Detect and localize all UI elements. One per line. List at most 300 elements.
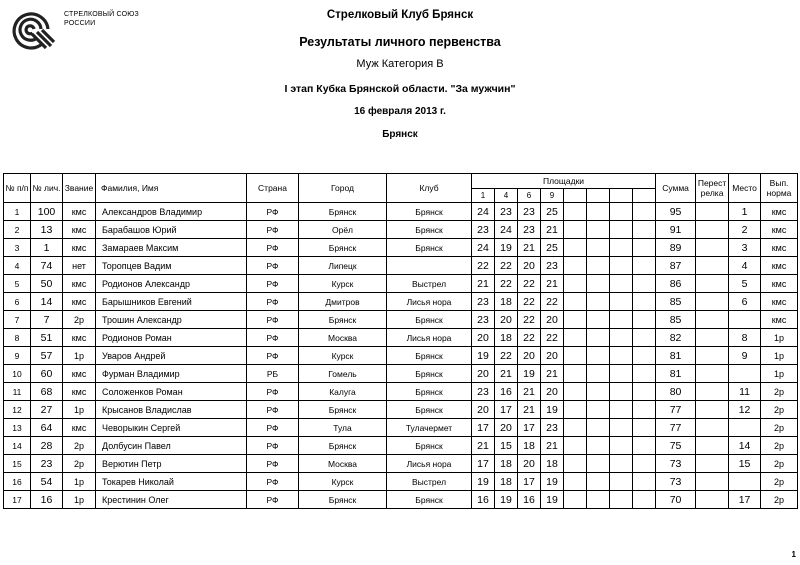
row-country: РФ <box>247 419 299 437</box>
row-station-blank <box>564 419 587 437</box>
row-station-4: 22 <box>495 275 518 293</box>
club-title: Стрелковый Клуб Брянск <box>326 9 474 21</box>
row-station-blank <box>633 275 656 293</box>
row-station-1: 23 <box>472 221 495 239</box>
row-shootoff <box>696 221 729 239</box>
row-station-blank <box>633 473 656 491</box>
row-sum: 81 <box>656 347 696 365</box>
row-station-blank <box>564 491 587 509</box>
row-station-blank <box>564 257 587 275</box>
row-name: Верютин Петр <box>96 455 247 473</box>
row-lic: 16 <box>31 491 63 509</box>
row-station-blank <box>587 293 610 311</box>
row-city: Брянск <box>299 401 387 419</box>
row-station-9: 20 <box>541 383 564 401</box>
row-station-9: 19 <box>541 473 564 491</box>
row-country: РФ <box>247 293 299 311</box>
row-num: 6 <box>4 293 31 311</box>
row-station-9: 19 <box>541 401 564 419</box>
row-rank: 2р <box>63 437 96 455</box>
header-num: № п/п <box>4 174 31 203</box>
row-sum: 95 <box>656 203 696 221</box>
row-station-1: 24 <box>472 203 495 221</box>
row-station-blank <box>564 329 587 347</box>
row-name: Барышников Евгений <box>96 293 247 311</box>
row-sum: 77 <box>656 401 696 419</box>
row-norm: кмс <box>761 257 798 275</box>
event-date: 16 февраля 2013 г. <box>354 106 446 117</box>
row-rank: кмс <box>63 239 96 257</box>
row-name: Барабашов Юрий <box>96 221 247 239</box>
row-station-blank <box>587 473 610 491</box>
row-num: 17 <box>4 491 31 509</box>
row-lic: 1 <box>31 239 63 257</box>
row-name: Соложенков Роман <box>96 383 247 401</box>
row-station-blank <box>610 293 633 311</box>
row-city: Брянск <box>299 203 387 221</box>
row-station-4: 24 <box>495 221 518 239</box>
table-row <box>4 275 798 293</box>
row-station-blank <box>564 401 587 419</box>
table-row <box>4 347 798 365</box>
row-lic: 57 <box>31 347 63 365</box>
row-shootoff <box>696 293 729 311</box>
row-norm: 2р <box>761 419 798 437</box>
row-norm: 1р <box>761 347 798 365</box>
row-rank: кмс <box>63 293 96 311</box>
station-blank-header <box>610 189 633 203</box>
row-name: Торопцев Вадим <box>96 257 247 275</box>
row-norm: 2р <box>761 473 798 491</box>
row-station-9: 20 <box>541 347 564 365</box>
row-station-1: 21 <box>472 437 495 455</box>
row-rank: 2р <box>63 455 96 473</box>
row-city: Москва <box>299 455 387 473</box>
row-station-9: 20 <box>541 311 564 329</box>
row-country: РФ <box>247 203 299 221</box>
row-station-4: 21 <box>495 365 518 383</box>
row-lic: 54 <box>31 473 63 491</box>
row-name: Крысанов Владислав <box>96 401 247 419</box>
row-lic: 23 <box>31 455 63 473</box>
header-city: Город <box>299 174 387 203</box>
station-blank-header <box>587 189 610 203</box>
row-club: Брянск <box>387 221 472 239</box>
row-num: 15 <box>4 455 31 473</box>
row-rank: кмс <box>63 275 96 293</box>
row-norm: кмс <box>761 275 798 293</box>
page-title: Результаты личного первенства <box>299 35 501 49</box>
header-name: Фамилия, Имя <box>96 174 247 203</box>
row-shootoff <box>696 203 729 221</box>
row-station-blank <box>564 383 587 401</box>
row-country: РФ <box>247 455 299 473</box>
row-place <box>729 419 761 437</box>
table-row <box>4 365 798 383</box>
row-station-9: 21 <box>541 437 564 455</box>
row-num: 14 <box>4 437 31 455</box>
row-station-blank <box>633 437 656 455</box>
row-sum: 86 <box>656 275 696 293</box>
row-norm: 2р <box>761 491 798 509</box>
row-name: Александров Владимир <box>96 203 247 221</box>
table-row <box>4 383 798 401</box>
station-6-header: 6 <box>518 189 541 203</box>
row-country: РФ <box>247 221 299 239</box>
row-sum: 73 <box>656 455 696 473</box>
row-shootoff <box>696 473 729 491</box>
header-shootoff: Перестрелка <box>696 174 729 203</box>
row-station-9: 22 <box>541 293 564 311</box>
row-num: 11 <box>4 383 31 401</box>
row-place: 11 <box>729 383 761 401</box>
row-country: РФ <box>247 401 299 419</box>
row-station-6: 17 <box>518 419 541 437</box>
row-rank: кмс <box>63 329 96 347</box>
row-station-9: 23 <box>541 419 564 437</box>
row-station-4: 19 <box>495 491 518 509</box>
row-station-blank <box>587 239 610 257</box>
row-rank: кмс <box>63 383 96 401</box>
row-num: 3 <box>4 239 31 257</box>
row-norm: 2р <box>761 455 798 473</box>
row-shootoff <box>696 347 729 365</box>
row-station-blank <box>587 455 610 473</box>
row-lic: 13 <box>31 221 63 239</box>
row-city: Липецк <box>299 257 387 275</box>
row-station-blank <box>587 203 610 221</box>
row-country: РФ <box>247 491 299 509</box>
station-blank-header <box>633 189 656 203</box>
table-row <box>4 401 798 419</box>
row-station-4: 20 <box>495 311 518 329</box>
row-sum: 70 <box>656 491 696 509</box>
row-sum: 85 <box>656 293 696 311</box>
row-station-blank <box>633 239 656 257</box>
row-station-blank <box>610 473 633 491</box>
row-station-6: 20 <box>518 257 541 275</box>
row-place: 2 <box>729 221 761 239</box>
row-place: 1 <box>729 203 761 221</box>
row-station-blank <box>587 383 610 401</box>
row-sum: 80 <box>656 383 696 401</box>
row-sum: 77 <box>656 419 696 437</box>
row-station-4: 20 <box>495 419 518 437</box>
row-station-4: 19 <box>495 239 518 257</box>
row-station-blank <box>564 293 587 311</box>
row-city: Брянск <box>299 491 387 509</box>
row-club: Брянск <box>387 401 472 419</box>
header-norm: Вып. норма <box>761 174 798 203</box>
row-norm: 1р <box>761 365 798 383</box>
row-station-6: 17 <box>518 473 541 491</box>
row-station-9: 21 <box>541 365 564 383</box>
org-line-2: РОССИИ <box>64 20 96 27</box>
row-shootoff <box>696 239 729 257</box>
row-station-6: 22 <box>518 275 541 293</box>
table-row <box>4 329 798 347</box>
header-stations: Площадки <box>472 174 656 189</box>
row-norm: 1р <box>761 329 798 347</box>
row-station-blank <box>564 239 587 257</box>
row-norm: 2р <box>761 383 798 401</box>
results-table <box>3 173 798 509</box>
row-shootoff <box>696 257 729 275</box>
row-country: РФ <box>247 239 299 257</box>
row-norm: кмс <box>761 293 798 311</box>
row-name: Родионов Александр <box>96 275 247 293</box>
row-station-blank <box>610 257 633 275</box>
row-country: РФ <box>247 329 299 347</box>
row-club: Брянск <box>387 239 472 257</box>
row-station-blank <box>633 203 656 221</box>
row-club: Лисья нора <box>387 329 472 347</box>
row-place: 12 <box>729 401 761 419</box>
row-club: Лисья нора <box>387 455 472 473</box>
row-station-6: 21 <box>518 401 541 419</box>
row-lic: 74 <box>31 257 63 275</box>
row-club: Выстрел <box>387 473 472 491</box>
row-station-1: 20 <box>472 329 495 347</box>
table-row <box>4 221 798 239</box>
row-name: Замараев Максим <box>96 239 247 257</box>
row-station-blank <box>633 491 656 509</box>
row-place: 5 <box>729 275 761 293</box>
row-station-1: 23 <box>472 383 495 401</box>
row-station-6: 19 <box>518 365 541 383</box>
row-place: 4 <box>729 257 761 275</box>
row-station-blank <box>610 347 633 365</box>
row-country: РФ <box>247 275 299 293</box>
header-lic: № лич. <box>31 174 63 203</box>
table-row <box>4 203 798 221</box>
row-station-blank <box>587 329 610 347</box>
row-station-blank <box>610 455 633 473</box>
row-station-blank <box>564 203 587 221</box>
row-shootoff <box>696 365 729 383</box>
row-shootoff <box>696 491 729 509</box>
row-country: РФ <box>247 473 299 491</box>
row-club: Лисья нора <box>387 293 472 311</box>
row-club: Брянск <box>387 383 472 401</box>
row-club: Брянск <box>387 365 472 383</box>
row-num: 5 <box>4 275 31 293</box>
row-sum: 73 <box>656 473 696 491</box>
header-sum: Сумма <box>656 174 696 203</box>
row-lic: 60 <box>31 365 63 383</box>
row-lic: 28 <box>31 437 63 455</box>
row-place: 6 <box>729 293 761 311</box>
header-rank: Звание <box>63 174 96 203</box>
row-station-blank <box>633 293 656 311</box>
row-lic: 51 <box>31 329 63 347</box>
row-lic: 68 <box>31 383 63 401</box>
table-row <box>4 257 798 275</box>
row-place <box>729 311 761 329</box>
row-station-blank <box>564 437 587 455</box>
row-station-6: 21 <box>518 239 541 257</box>
row-station-1: 17 <box>472 419 495 437</box>
row-place: 17 <box>729 491 761 509</box>
row-station-6: 22 <box>518 311 541 329</box>
row-city: Орёл <box>299 221 387 239</box>
row-station-blank <box>610 437 633 455</box>
row-shootoff <box>696 455 729 473</box>
table-row <box>4 473 798 491</box>
row-station-blank <box>564 221 587 239</box>
station-9-header: 9 <box>541 189 564 203</box>
row-station-blank <box>587 491 610 509</box>
row-station-blank <box>587 311 610 329</box>
page-number: 1 <box>791 550 796 559</box>
row-station-4: 18 <box>495 293 518 311</box>
row-station-4: 23 <box>495 203 518 221</box>
table-row <box>4 293 798 311</box>
row-station-4: 17 <box>495 401 518 419</box>
row-lic: 64 <box>31 419 63 437</box>
row-place <box>729 365 761 383</box>
row-num: 13 <box>4 419 31 437</box>
row-norm: кмс <box>761 221 798 239</box>
row-norm: 2р <box>761 437 798 455</box>
header-club: Клуб <box>387 174 472 203</box>
row-station-4: 22 <box>495 347 518 365</box>
row-station-1: 19 <box>472 347 495 365</box>
row-num: 9 <box>4 347 31 365</box>
row-lic: 50 <box>31 275 63 293</box>
row-station-blank <box>633 455 656 473</box>
row-country: РФ <box>247 383 299 401</box>
row-shootoff <box>696 401 729 419</box>
row-station-blank <box>633 365 656 383</box>
row-shootoff <box>696 437 729 455</box>
row-place: 3 <box>729 239 761 257</box>
row-city: Курск <box>299 473 387 491</box>
row-station-blank <box>633 311 656 329</box>
row-shootoff <box>696 419 729 437</box>
row-station-blank <box>610 311 633 329</box>
row-station-blank <box>564 347 587 365</box>
row-sum: 81 <box>656 365 696 383</box>
row-place <box>729 473 761 491</box>
row-station-blank <box>610 365 633 383</box>
row-club <box>387 257 472 275</box>
row-shootoff <box>696 275 729 293</box>
row-shootoff <box>696 383 729 401</box>
row-station-blank <box>610 239 633 257</box>
row-sum: 85 <box>656 311 696 329</box>
row-lic: 14 <box>31 293 63 311</box>
row-club: Брянск <box>387 203 472 221</box>
row-station-4: 22 <box>495 257 518 275</box>
row-station-1: 23 <box>472 293 495 311</box>
row-station-9: 21 <box>541 221 564 239</box>
row-station-blank <box>587 275 610 293</box>
row-station-4: 18 <box>495 329 518 347</box>
row-station-blank <box>633 383 656 401</box>
row-station-6: 22 <box>518 293 541 311</box>
row-country: РФ <box>247 347 299 365</box>
table-row <box>4 311 798 329</box>
row-rank: 1р <box>63 401 96 419</box>
row-lic: 7 <box>31 311 63 329</box>
station-blank-header <box>564 189 587 203</box>
row-num: 12 <box>4 401 31 419</box>
row-rank: нет <box>63 257 96 275</box>
row-station-blank <box>587 221 610 239</box>
row-station-6: 18 <box>518 437 541 455</box>
row-sum: 91 <box>656 221 696 239</box>
row-city: Тула <box>299 419 387 437</box>
row-city: Брянск <box>299 311 387 329</box>
row-station-1: 23 <box>472 311 495 329</box>
row-station-blank <box>633 329 656 347</box>
row-station-1: 19 <box>472 473 495 491</box>
row-country: РБ <box>247 365 299 383</box>
row-station-blank <box>587 401 610 419</box>
row-name: Трошин Александр <box>96 311 247 329</box>
row-station-blank <box>564 473 587 491</box>
row-rank: 1р <box>63 491 96 509</box>
row-station-6: 22 <box>518 329 541 347</box>
event-city: Брянск <box>382 129 418 140</box>
row-rank: кмс <box>63 221 96 239</box>
org-line-1: СТРЕЛКОВЫЙ СОЮЗ <box>64 11 139 18</box>
row-city: Гомель <box>299 365 387 383</box>
row-station-4: 15 <box>495 437 518 455</box>
row-station-1: 20 <box>472 365 495 383</box>
row-station-6: 23 <box>518 203 541 221</box>
row-station-9: 19 <box>541 491 564 509</box>
row-country: РФ <box>247 311 299 329</box>
row-station-blank <box>633 419 656 437</box>
row-station-1: 16 <box>472 491 495 509</box>
row-station-blank <box>610 401 633 419</box>
row-city: Курск <box>299 275 387 293</box>
row-num: 8 <box>4 329 31 347</box>
row-num: 1 <box>4 203 31 221</box>
results-body <box>4 203 798 509</box>
row-station-9: 23 <box>541 257 564 275</box>
row-station-9: 21 <box>541 275 564 293</box>
row-station-blank <box>587 437 610 455</box>
row-station-6: 20 <box>518 347 541 365</box>
row-sum: 87 <box>656 257 696 275</box>
row-sum: 75 <box>656 437 696 455</box>
row-country: РФ <box>247 437 299 455</box>
row-station-blank <box>610 221 633 239</box>
row-station-4: 18 <box>495 455 518 473</box>
row-station-1: 24 <box>472 239 495 257</box>
row-club: Брянск <box>387 311 472 329</box>
header-place: Место <box>729 174 761 203</box>
row-station-blank <box>610 383 633 401</box>
row-shootoff <box>696 311 729 329</box>
row-rank: 2р <box>63 311 96 329</box>
table-row <box>4 455 798 473</box>
row-name: Родионов Роман <box>96 329 247 347</box>
station-1-header: 1 <box>472 189 495 203</box>
row-station-blank <box>610 419 633 437</box>
row-station-blank <box>564 275 587 293</box>
row-station-blank <box>564 311 587 329</box>
row-city: Брянск <box>299 239 387 257</box>
row-city: Калуга <box>299 383 387 401</box>
row-rank: кмс <box>63 203 96 221</box>
row-name: Чеворыкин Сергей <box>96 419 247 437</box>
row-lic: 27 <box>31 401 63 419</box>
table-row <box>4 491 798 509</box>
